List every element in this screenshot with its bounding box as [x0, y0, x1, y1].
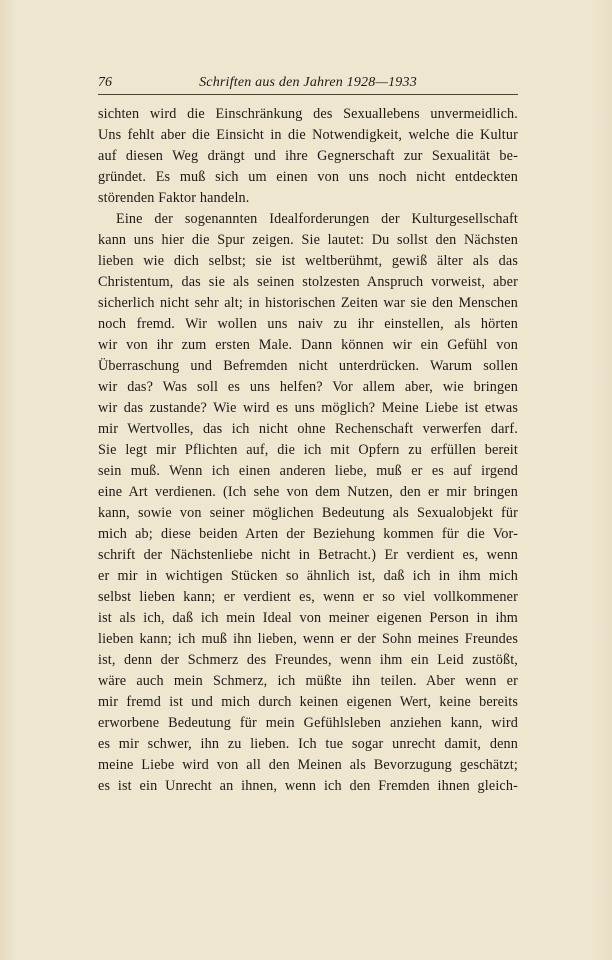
text-line: Sie legt mir Pflichten auf, die ich mit Opfern zu erfüllen bereit — [98, 442, 518, 458]
text-line: lieben wie dich selbst; sie ist weltberühmt, gewiß älter als das — [98, 253, 518, 269]
text-line: ist, denn der Schmerz des Freundes, wenn ihm ein Leid zustößt, — [98, 652, 518, 668]
text-line: er mir in wichtigen Stücken so ähnlich ist, daß ich in ihm mich — [98, 568, 518, 584]
running-head — [98, 72, 518, 94]
header-rule — [98, 94, 518, 95]
text-line: noch fremd. Wir wollen uns naiv zu ihr einstellen, als hörten — [98, 316, 518, 332]
text-line: wir das zustande? Wie wird es uns möglich? Meine Liebe ist etwas — [98, 400, 518, 416]
text-line: meine Liebe wird von all den Meinen als Bevorzugung geschätzt; — [98, 757, 518, 773]
text-line: auf diesen Weg drängt und ihre Gegnerschaft zur Sexualität be- — [98, 148, 518, 164]
text-line: wir von ihr zum ersten Male. Dann können wir ein Gefühl von — [98, 337, 518, 353]
text-line: Eine der sogenannten Idealforderungen der Kulturgesellschaft — [116, 211, 518, 227]
text-line: wäre auch mein Schmerz, ich müßte ihn teilen. Aber wenn er — [98, 673, 518, 689]
text-line: mir Wertvolles, das ich nicht ohne Rechenschaft verwerfen darf. — [98, 421, 518, 437]
text-line: störenden Faktor handeln. — [98, 190, 250, 206]
running-title: Schriften aus den Jahren 1928—1933 — [199, 75, 417, 90]
text-line: eine Art verdienen. (Ich sehe von dem Nutzen, den er mir bringen — [98, 484, 518, 500]
text-line: sicherlich nicht sehr alt; in historischen Zeiten war sie den Menschen — [98, 295, 518, 311]
page-number: 76 — [98, 75, 112, 90]
text-line: Christentum, das sie als seinen stolzesten Anspruch vorweist, aber — [98, 274, 518, 290]
text-line: Uns fehlt aber die Einsicht in die Notwendigkeit, welche die Kultur — [98, 127, 518, 143]
text-line: schrift der Nächstenliebe nicht in Betracht.) Er verdient es, wenn — [98, 547, 518, 563]
text-line: lieben kann; ich muß ihn lieben, wenn er der Sohn meines Freundes — [98, 631, 518, 647]
text-line: sein muß. Wenn ich einen anderen liebe, muß er es auf irgend — [98, 463, 518, 479]
text-line: mich ab; diese beiden Arten der Beziehung kommen für die Vor- — [98, 526, 518, 542]
body-text — [98, 104, 518, 797]
text-line: sichten wird die Einschränkung des Sexuallebens unvermeidlich. — [98, 106, 518, 122]
text-line: mir fremd ist und mich durch keinen eigenen Wert, keine bereits — [98, 694, 518, 710]
text-line: Überraschung und Befremden nicht unterdrücken. Warum sollen — [98, 358, 518, 374]
text-line: ist als ich, daß ich mein Ideal von meiner eigenen Person in ihm — [98, 610, 518, 626]
text-line: erworbene Bedeutung für mein Gefühlsleben anziehen kann, wird — [98, 715, 518, 731]
text-line: kann, sowie von seiner möglichen Bedeutung als Sexualobjekt für — [98, 505, 518, 521]
text-line: es mir schwer, ihn zu lieben. Ich tue sogar unrecht damit, denn — [98, 736, 518, 752]
text-line: gründet. Es muß sich um einen von uns noch nicht entdeckten — [98, 169, 518, 185]
text-line: kann uns hier die Spur zeigen. Sie lautet: Du sollst den Nächsten — [98, 232, 518, 248]
text-line: selbst lieben kann; er verdient es, wenn er so viel vollkommener — [98, 589, 518, 605]
text-line: es ist ein Unrecht an ihnen, wenn ich den Fremden ihnen gleich- — [98, 778, 518, 794]
text-line: wir das? Was soll es uns helfen? Vor allem aber, wie bringen — [98, 379, 518, 395]
